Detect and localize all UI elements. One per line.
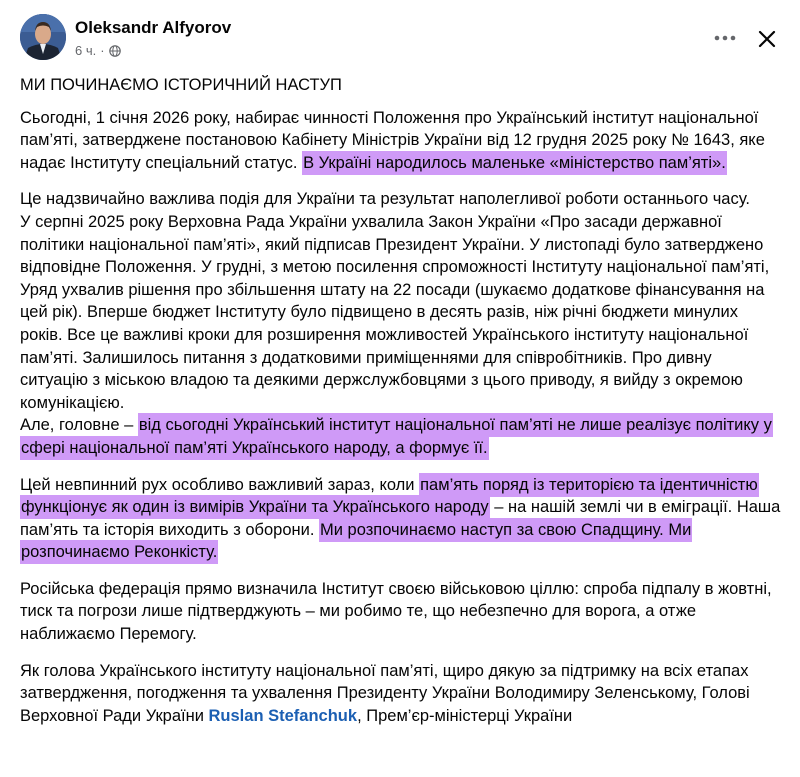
post-title: МИ ПОЧИНАЄМО ІСТОРИЧНИЙ НАСТУП bbox=[20, 76, 342, 94]
more-options-button[interactable] bbox=[710, 26, 740, 50]
paragraph-7-text-1: Як голова Українського інституту національної пам’яті, щиро дякую за підтримку на всіх етапах затвердження, погодження та ухвалення Президенту України Володимиру Зеленському, Голові Верховної Ради України bbox=[20, 661, 750, 725]
globe-icon[interactable] bbox=[109, 45, 121, 57]
paragraph-7-text-2: , Прем’єр-міністерці України bbox=[357, 706, 573, 725]
avatar[interactable] bbox=[20, 14, 66, 60]
paragraph-5 bbox=[20, 474, 782, 564]
paragraph-1 bbox=[20, 107, 782, 175]
author-name[interactable]: Oleksandr Alfyorov bbox=[75, 18, 232, 37]
more-horizontal-icon bbox=[714, 35, 736, 41]
paragraph-2: Це надзвичайно важлива подія для України та результат наполегливої роботи останнього часу. bbox=[20, 190, 750, 209]
paragraph-4 bbox=[20, 414, 782, 459]
highlight-2: від сьогодні Український інститут національної пам’яті не лише реалізує політику у сфері національної пам’яті Українського народу, а формує її. bbox=[20, 413, 773, 460]
highlight-1: В Україні народилось маленьке «міністерство пам’яті». bbox=[302, 151, 727, 175]
author-photo bbox=[20, 14, 66, 60]
post-header bbox=[0, 0, 800, 72]
highlight-3: пам’ять поряд із територією та ідентичністю функціонує як один із вимірів України та Українського народу bbox=[20, 473, 759, 520]
paragraph-gap bbox=[20, 174, 782, 188]
paragraph-1-text: Сьогодні, 1 січня 2026 року, набирає чинності Положення про Український інститут національної пам’яті, затверджене постановою Кабінету Міністрів України від 12 грудня 2025 року № 1643, яке надає Інституту спеціальний статус. bbox=[20, 108, 765, 172]
post-time[interactable]: 6 ч. bbox=[75, 43, 97, 58]
meta-separator: · bbox=[100, 43, 105, 58]
paragraph-gap bbox=[20, 646, 782, 660]
highlight-4: Ми розпочинаємо наступ за свою Спадщину. Ми розпочинаємо Реконкісту. bbox=[20, 518, 692, 565]
post-body bbox=[20, 74, 782, 727]
close-icon bbox=[757, 29, 777, 49]
paragraph-4-text: Але, головне – bbox=[20, 416, 138, 435]
paragraph-gap bbox=[20, 564, 782, 578]
paragraph-5-text-2: – на нашій землі чи в еміграції. Наша пам’ять та історія виходить з оборони. bbox=[20, 498, 781, 539]
paragraph-6: Російська федерація прямо визначила Інститут своєю військовою ціллю: спроба підпалу в жовтні, тиск та погрози лише підтверджують – ми робимо те, що небезпечно для ворога, а отже наближаємо Перемогу. bbox=[20, 579, 772, 644]
post-meta bbox=[75, 43, 121, 58]
paragraph-7 bbox=[20, 660, 782, 728]
mention-link[interactable]: Ruslan Stefanchuk bbox=[208, 706, 358, 725]
paragraph-5-text-1: Цей невпинний рух особливо важливий зараз, коли bbox=[20, 475, 420, 494]
paragraph-gap bbox=[20, 460, 782, 474]
paragraph-3: У серпні 2025 року Верховна Рада України ухвалила Закон України «Про засади державної політики національної пам’яті», який підписав Президент України. У листопаді було затверджено відповідне Положення. У грудні, з метою посилення спроможності Інституту національної пам’яті, Уряд ухвалив рішення про збільшення штату на 22 посади (шукаємо додаткове фінансування на цей рік). Вперше бюджет Інституту було підвищено в десять разів, ніж річні бюджети минулих років. Все це важливі кроки для розширення можливостей Українського інституту національної пам’яті. Залишилось питання з додатковими приміщеннями для співробітників. Про дивну ситуацію з міською владою та деякими держслужбовцями з цього приводу, я вийду з окремою комунікацією. bbox=[20, 212, 770, 412]
close-button[interactable] bbox=[752, 24, 782, 54]
